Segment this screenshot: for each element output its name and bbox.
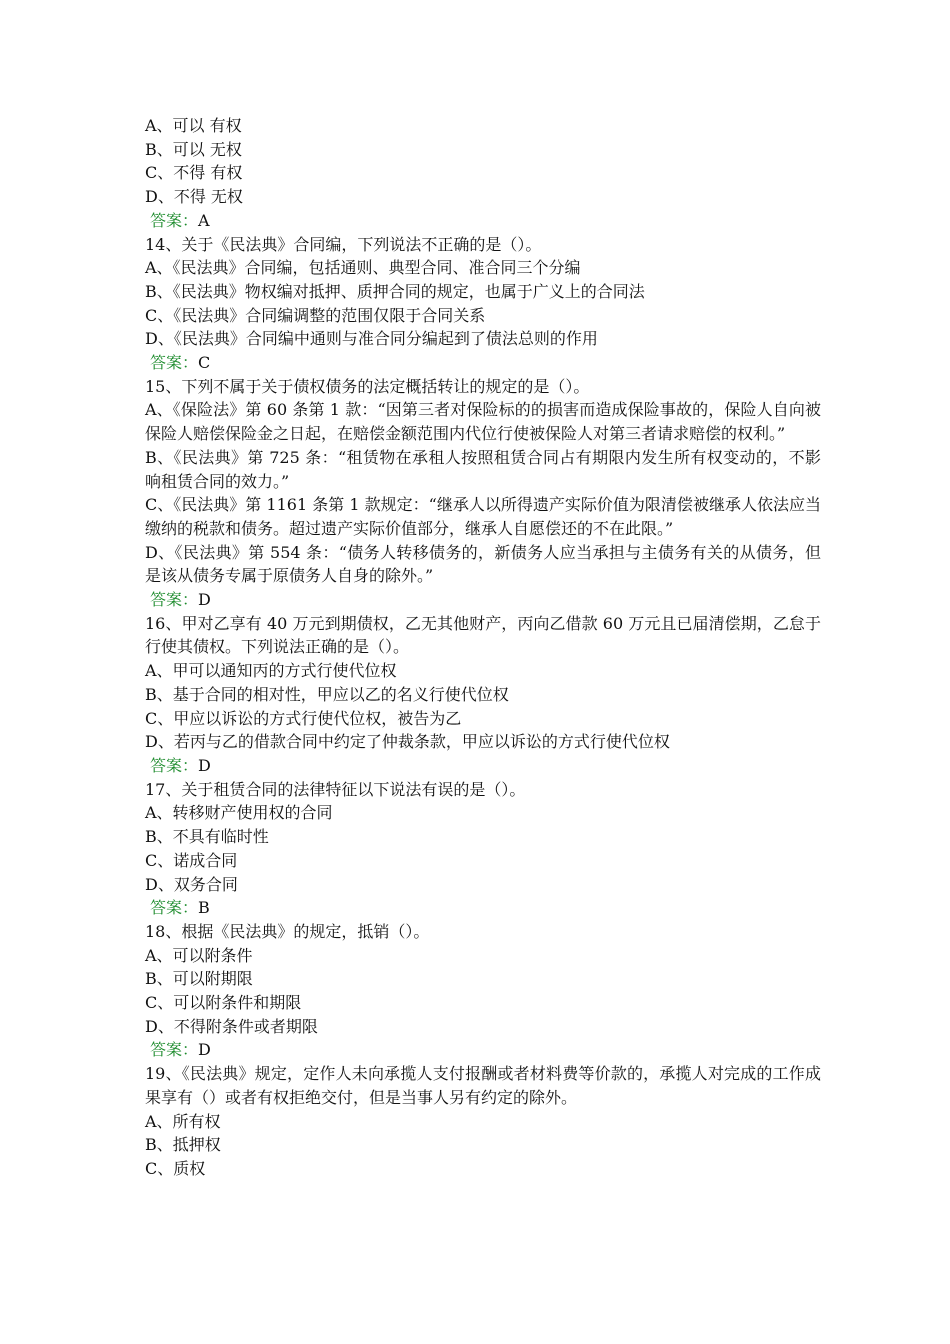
option-text: B、《民法典》第 725 条：“租赁物在承租人按照租赁合同占有期限内发生所有权变动的，不影响租赁合同的效力。” <box>145 447 821 491</box>
question-text: 18、根据《民法典》的规定，抵销（）。 <box>145 921 430 941</box>
option-text: C、不得 有权 <box>145 163 243 183</box>
option-text: B、可以附期限 <box>145 969 253 989</box>
option-text: D、若丙与乙的借款合同中约定了仲裁条款，甲应以诉讼的方式行使代位权 <box>145 732 670 752</box>
option-text: C、诺成合同 <box>145 850 238 870</box>
answer-label: 答案： <box>150 755 199 775</box>
option-text: A、可以 有权 <box>145 116 242 135</box>
answer-line <box>145 351 821 375</box>
option-text: C、《民法典》第 1161 条第 1 款规定：“继承人以所得遗产实际价值为限清偿被继承人依法应当缴纳的税款和债务。超过遗产实际价值部分，继承人自愿偿还的不在此限。” <box>145 495 821 538</box>
option-text: A、《保险法》第 60 条第 1 款：“因第三者对保险标的的损害而造成保险事故的，保险人自向被保险人赔偿保险金之日起，在赔偿金额范围内代位行使被保险人对第三者请求赔偿的权利。” <box>145 400 821 444</box>
answer-value: D <box>198 590 211 610</box>
question-list <box>145 114 821 1181</box>
option-text: C、甲应以诉讼的方式行使代位权，被告为乙 <box>145 708 462 728</box>
answer-value: B <box>198 898 210 918</box>
option-text: D、双务合同 <box>145 874 238 894</box>
option-text: A、转移财产使用权的合同 <box>145 803 333 823</box>
answer-value: C <box>198 353 211 373</box>
option-text: C、质权 <box>145 1158 206 1178</box>
answer-value: A <box>198 210 210 230</box>
answer-label: 答案： <box>150 1040 199 1060</box>
option-text: C、可以附条件和期限 <box>145 993 302 1013</box>
question-text: 16、甲对乙享有 40 万元到期债权，乙无其他财产，丙向乙借款 60 万元且已届清偿期，乙怠于行使其债权。下列说法正确的是（）。 <box>145 613 821 657</box>
option-text: B、可以 无权 <box>145 139 242 159</box>
option-text: B、《民法典》物权编对抵押、质押合同的规定，也属于广义上的合同法 <box>145 281 645 301</box>
question-text: 15、下列不属于关于债权债务的法定概括转让的规定的是（）。 <box>145 376 590 396</box>
option-text: A、可以附条件 <box>145 945 253 965</box>
answer-line <box>145 588 821 612</box>
option-text: B、不具有临时性 <box>145 827 269 847</box>
option-text: A、甲可以通知丙的方式行使代位权 <box>145 661 397 681</box>
question-text: 17、关于租赁合同的法律特征以下说法有误的是（）。 <box>145 779 526 799</box>
question-text: 14、关于《民法典》合同编，下列说法不正确的是（）。 <box>145 234 542 254</box>
option-text: A、《民法典》合同编，包括通则、典型合同、准合同三个分编 <box>145 258 581 278</box>
answer-label: 答案： <box>150 898 199 918</box>
option-text: D、不得附条件或者期限 <box>145 1016 318 1036</box>
option-text: D、《民法典》合同编中通则与准合同分编起到了债法总则的作用 <box>145 329 598 349</box>
answer-label: 答案： <box>150 590 199 610</box>
answer-value: D <box>198 1040 211 1060</box>
option-text: B、抵押权 <box>145 1135 221 1155</box>
option-text: A、所有权 <box>145 1111 221 1131</box>
answer-value: D <box>198 755 211 775</box>
option-text: C、《民法典》合同编调整的范围仅限于合同关系 <box>145 305 486 325</box>
answer-line <box>145 1038 821 1062</box>
answer-line <box>145 209 821 233</box>
answer-line <box>145 754 821 778</box>
option-text: D、《民法典》第 554 条：“债务人转移债务的，新债务人应当承担与主债务有关的从债务，但是该从债务专属于原债务人自身的除外。” <box>145 542 821 586</box>
answer-label: 答案： <box>150 210 199 230</box>
option-text: D、不得 无权 <box>145 187 243 207</box>
answer-line <box>145 896 821 920</box>
option-text: B、基于合同的相对性，甲应以乙的名义行使代位权 <box>145 684 509 704</box>
answer-label: 答案： <box>150 353 199 373</box>
question-text: 19、《民法典》规定，定作人未向承揽人支付报酬或者材料费等价款的，承揽人对完成的工作成果享有（）或者有权拒绝交付，但是当事人另有约定的除外。 <box>145 1064 821 1107</box>
